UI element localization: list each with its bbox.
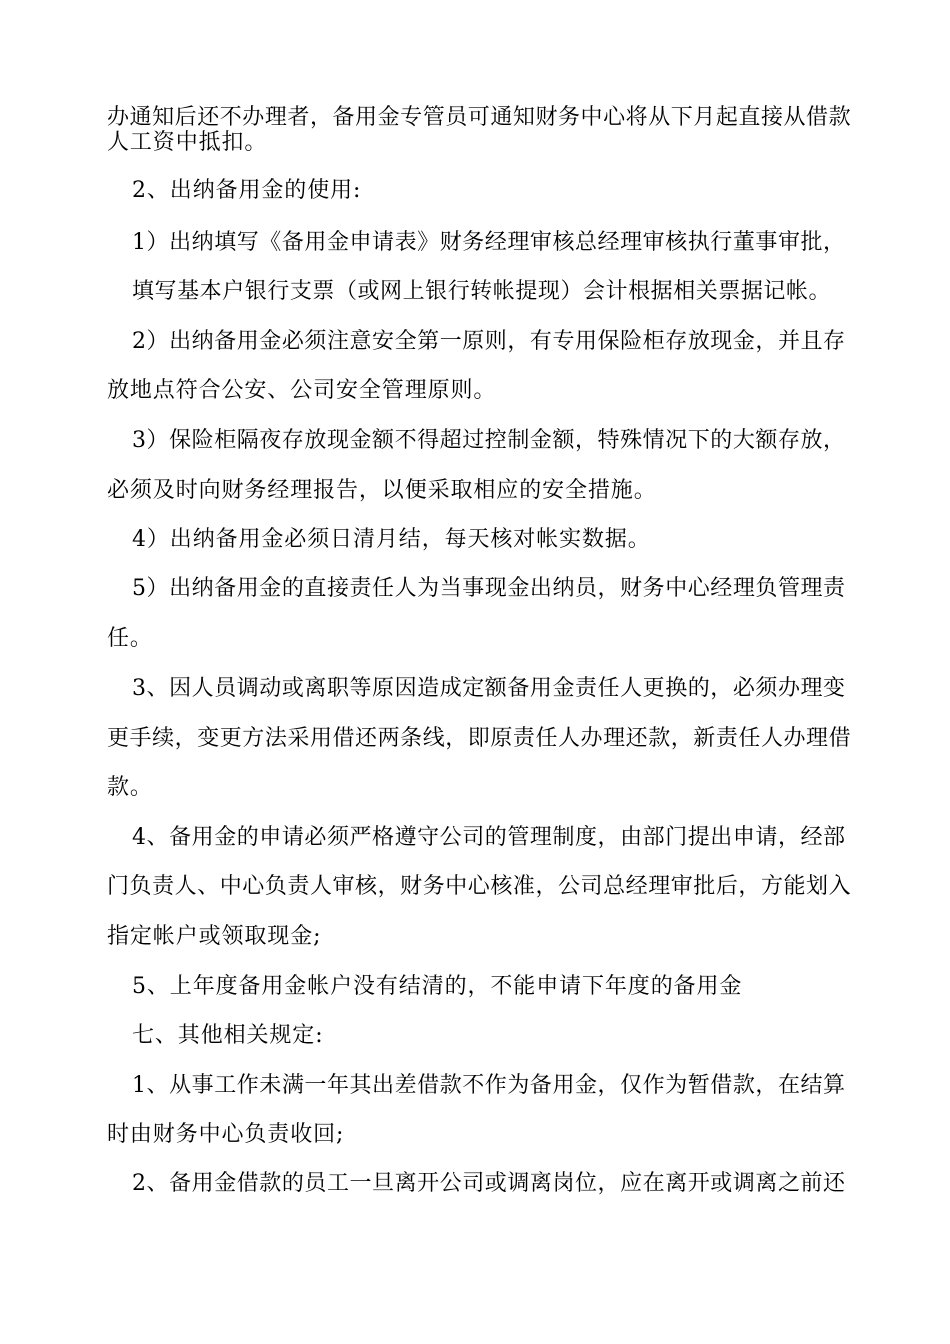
text-line: 款。 [107,775,153,800]
text-line: 填写基本户银行支票（或网上银行转帐提现）会计根据相关票据记帐。 [132,279,832,304]
text-line: 5）出纳备用金的直接责任人为当事现金出纳员，财务中心经理负管理责 [132,576,846,601]
text-line: 必须及时向财务经理报告，以便采取相应的安全措施。 [107,478,657,503]
text-line: 更手续，变更方法采用借还两条线，即原责任人办理还款，新责任人办理借 [107,726,852,751]
text-line: 时由财务中心负责收回; [107,1122,345,1147]
text-line: 2、备用金借款的员工一旦离开公司或调离岗位，应在离开或调离之前还 [132,1171,846,1196]
text-line: 1）出纳填写《备用金申请表》财务经理审核总经理审核执行董事审批， [132,230,846,255]
text-line: 人工资中抵扣。 [107,130,268,155]
text-line: 任。 [107,626,153,651]
text-line: 门负责人、中心负责人审核，财务中心核准，公司总经理审批后，方能划入 [107,874,852,899]
text-line: 七、其他相关规定: [132,1023,324,1048]
text-line: 指定帐户或领取现金; [107,924,322,949]
text-line: 2、出纳备用金的使用: [132,178,362,203]
text-line: 4、备用金的申请必须严格遵守公司的管理制度，由部门提出申请，经部 [132,825,846,850]
text-line: 放地点符合公安、公司安全管理原则。 [107,378,497,403]
text-line: 1、从事工作未满一年其出差借款不作为备用金，仅作为暂借款，在结算 [132,1073,846,1098]
text-line: 4）出纳备用金必须日清月结，每天核对帐实数据。 [132,527,651,552]
text-line: 办通知后还不办理者，备用金专管员可通知财务中心将从下月起直接从借款 [107,105,852,130]
text-line: 2）出纳备用金必须注意安全第一原则，有专用保险柜存放现金，并且存 [132,329,846,354]
text-line: 5、上年度备用金帐户没有结清的，不能申请下年度的备用金 [132,974,743,999]
text-line: 3、因人员调动或离职等原因造成定额备用金责任人更换的，必须办理变 [132,676,846,701]
text-line: 3）保险柜隔夜存放现金额不得超过控制金额，特殊情况下的大额存放， [132,428,846,453]
